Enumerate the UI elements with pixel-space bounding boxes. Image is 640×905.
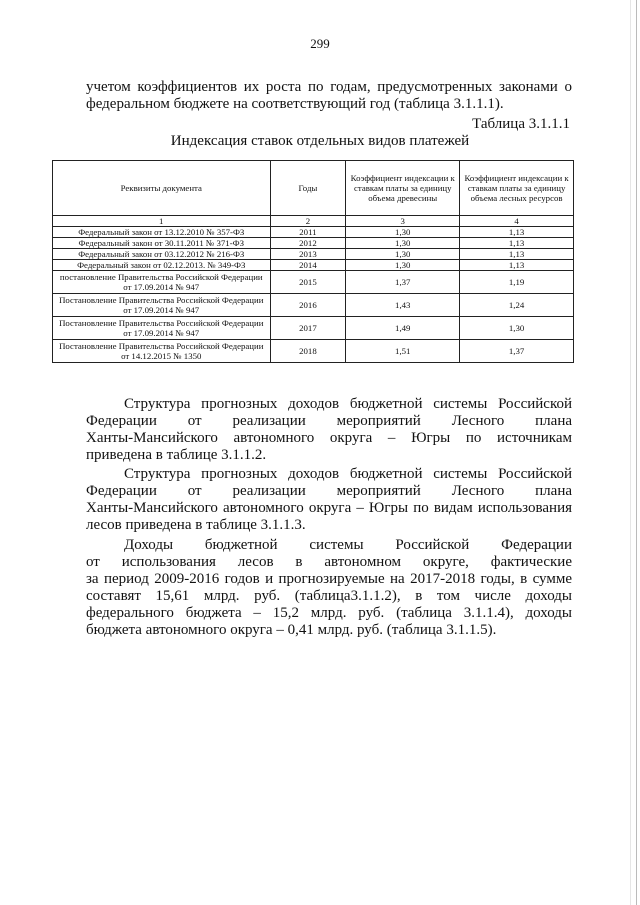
table-header-row xyxy=(53,161,574,216)
cell-doc: Постановление Правительства Российской Федерации от 17.09.2014 № 947 xyxy=(53,317,271,340)
cell-doc: Федеральный закон от 30.11.2011 № 371-ФЗ xyxy=(53,238,271,249)
paragraph-line: федерального бюджета – 15,2 млрд. руб. (таблица 3.1.1.4), доходы xyxy=(86,605,572,621)
cell-k-wood: 1,30 xyxy=(346,238,460,249)
cell-k-wood: 1,30 xyxy=(346,260,460,271)
header-years: Годы xyxy=(270,161,346,216)
column-number: 2 xyxy=(270,216,346,227)
table-title: Индексация ставок отдельных видов платежей xyxy=(170,133,470,149)
paragraph-line: составят 15,61 млрд. руб. (таблица3.1.1.2), в том числе доходы xyxy=(86,588,572,604)
header-k-resources: Коэффициент индексации к ставкам платы за единицу объема лесных ресурсов xyxy=(460,161,574,216)
cell-k-resources: 1,13 xyxy=(460,227,574,238)
intro-line: федеральном бюджете на соответствующий год (таблица 3.1.1.1). xyxy=(86,96,504,112)
cell-year: 2012 xyxy=(270,238,346,249)
table-row xyxy=(53,317,574,340)
intro-line: учетом коэффициентов их роста по годам, предусмотренных законами о xyxy=(86,79,572,95)
table-row xyxy=(53,340,574,363)
table-row xyxy=(53,227,574,238)
paragraph-line: Структура прогнозных доходов бюджетной системы Российской xyxy=(124,396,572,412)
cell-doc: Федеральный закон от 13.12.2010 № 357-ФЗ xyxy=(53,227,271,238)
paragraph-revenue xyxy=(86,537,572,639)
paragraph-structure-uses xyxy=(86,466,572,534)
table-row xyxy=(53,294,574,317)
cell-year: 2018 xyxy=(270,340,346,363)
table-row xyxy=(53,271,574,294)
column-number-row xyxy=(53,216,574,227)
cell-year: 2011 xyxy=(270,227,346,238)
cell-doc: Федеральный закон от 02.12.2013. № 349-ФЗ xyxy=(53,260,271,271)
cell-year: 2017 xyxy=(270,317,346,340)
paragraph-line: за период 2009-2016 годов и прогнозируемые на 2017-2018 годы, в сумме xyxy=(86,571,572,587)
cell-k-resources: 1,30 xyxy=(460,317,574,340)
cell-k-resources: 1,13 xyxy=(460,238,574,249)
table-row xyxy=(53,249,574,260)
intro-paragraph xyxy=(86,79,572,113)
column-number: 4 xyxy=(460,216,574,227)
table-caption: Таблица 3.1.1.1 xyxy=(472,116,570,132)
cell-k-wood: 1,30 xyxy=(346,227,460,238)
cell-year: 2015 xyxy=(270,271,346,294)
paragraph-line: Структура прогнозных доходов бюджетной системы Российской xyxy=(124,466,572,482)
indexation-table xyxy=(52,160,574,363)
cell-doc: Постановление Правительства Российской Федерации от 14.12.2015 № 1350 xyxy=(53,340,271,363)
cell-doc: Федеральный закон от 03.12.2012 № 216-ФЗ xyxy=(53,249,271,260)
table-row xyxy=(53,238,574,249)
cell-k-resources: 1,19 xyxy=(460,271,574,294)
paragraph-line: Федерации от реализации мероприятий Лесного плана xyxy=(86,483,572,499)
paragraph-line: Ханты-Мансийского автономного округа – Югры по видам использования xyxy=(86,500,572,516)
cell-k-wood: 1,51 xyxy=(346,340,460,363)
paragraph-structure-sources xyxy=(86,396,572,464)
column-number: 1 xyxy=(53,216,271,227)
cell-k-resources: 1,24 xyxy=(460,294,574,317)
cell-k-wood: 1,30 xyxy=(346,249,460,260)
table-row xyxy=(53,260,574,271)
cell-k-wood: 1,49 xyxy=(346,317,460,340)
paragraph-line: Ханты-Мансийского автономного округа – Югры по источникам xyxy=(86,430,572,446)
cell-year: 2016 xyxy=(270,294,346,317)
paragraph-line: приведена в таблице 3.1.1.2. xyxy=(86,447,267,463)
cell-year: 2014 xyxy=(270,260,346,271)
paragraph-line: бюджета автономного округа – 0,41 млрд. руб. (таблица 3.1.1.5). xyxy=(86,622,497,638)
cell-k-resources: 1,13 xyxy=(460,260,574,271)
cell-doc: Постановление Правительства Российской Федерации от 17.09.2014 № 947 xyxy=(53,294,271,317)
header-k-wood: Коэффициент индексации к ставкам платы за единицу объема древесины xyxy=(346,161,460,216)
column-number: 3 xyxy=(346,216,460,227)
cell-doc: постановление Правительства Российской Федерации от 17.09.2014 № 947 xyxy=(53,271,271,294)
page-number: 299 xyxy=(310,36,330,51)
header-doc: Реквизиты документа xyxy=(53,161,271,216)
paragraph-line: Федерации от реализации мероприятий Лесного плана xyxy=(86,413,572,429)
paragraph-line: лесов приведена в таблице 3.1.1.3. xyxy=(86,517,306,533)
cell-k-resources: 1,13 xyxy=(460,249,574,260)
paragraph-line: Доходы бюджетной системы Российской Федерации xyxy=(124,537,572,553)
cell-k-wood: 1,43 xyxy=(346,294,460,317)
cell-k-resources: 1,37 xyxy=(460,340,574,363)
paragraph-line: от использования лесов в автономном округе, фактические xyxy=(86,554,572,570)
cell-year: 2013 xyxy=(270,249,346,260)
cell-k-wood: 1,37 xyxy=(346,271,460,294)
